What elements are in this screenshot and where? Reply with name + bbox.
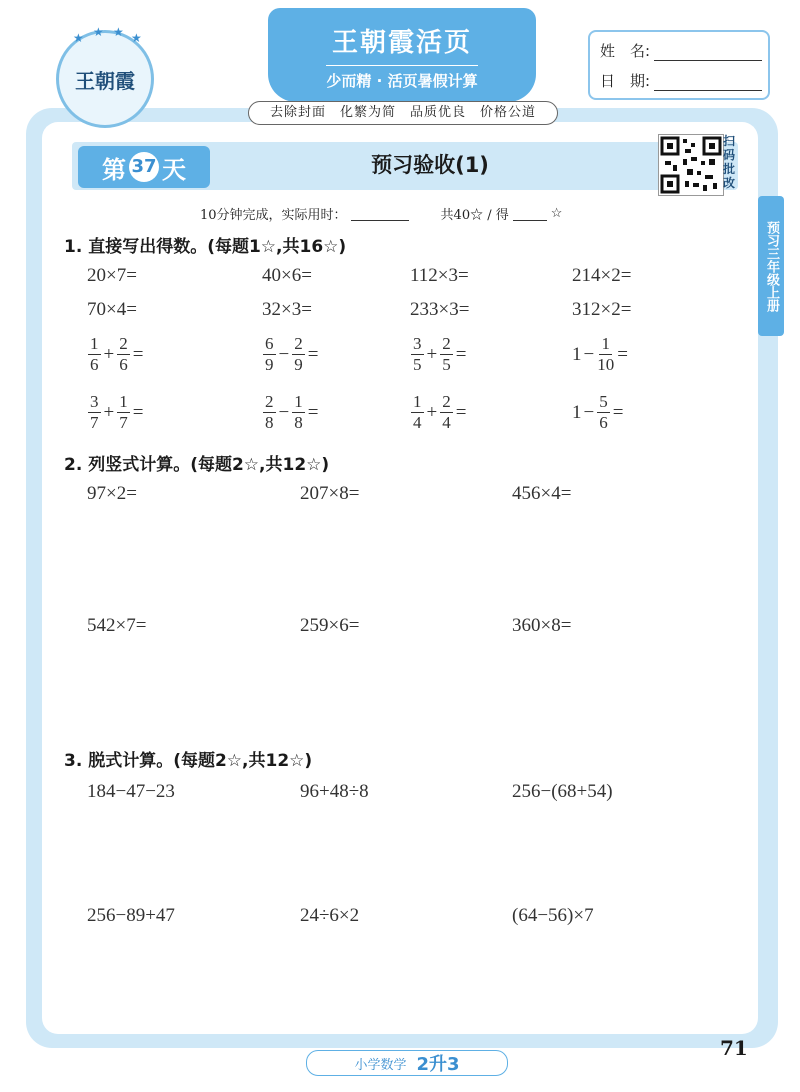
brand-title: 王朝霞活页 xyxy=(331,28,472,58)
operator: − xyxy=(583,401,595,423)
denominator: 6 xyxy=(599,413,608,432)
name-blank[interactable] xyxy=(654,44,762,61)
denominator: 5 xyxy=(413,355,422,374)
q2-expr: 207×8= xyxy=(300,483,360,504)
q1-expr: 112×3= xyxy=(410,265,469,286)
day-prefix: 第 xyxy=(102,155,126,184)
q2-expr: 542×7= xyxy=(87,615,147,636)
numerator: 6 xyxy=(265,334,274,353)
q3-expr: 24÷6×2 xyxy=(300,905,360,926)
numerator: 2 xyxy=(119,334,128,353)
q2-expr: 456×4= xyxy=(512,483,572,504)
fraction xyxy=(292,392,305,433)
q1-expr: 70×4= xyxy=(87,299,137,320)
denominator: 5 xyxy=(442,355,451,374)
fraction xyxy=(117,334,130,375)
q1-fraction-expr xyxy=(572,392,625,433)
equals-sign: = xyxy=(132,343,144,365)
q1-expr: 214×2= xyxy=(572,265,632,286)
time-blank[interactable] xyxy=(351,206,409,221)
fraction xyxy=(597,392,610,433)
logo-text: 王朝霞 xyxy=(75,68,135,93)
denominator: 9 xyxy=(265,355,274,374)
star-icon: ★ xyxy=(73,31,84,45)
q3-expr: 184−47−23 xyxy=(87,781,175,802)
star-icon: ★ xyxy=(113,25,124,39)
star-icon: ★ xyxy=(93,25,104,39)
q1-fraction-expr xyxy=(87,392,145,433)
numerator: 3 xyxy=(90,392,99,411)
numerator: 1 xyxy=(119,392,128,411)
fraction xyxy=(411,334,424,375)
operator: + xyxy=(103,343,115,365)
time-score-line xyxy=(200,204,562,223)
whole-number: 1 xyxy=(572,401,582,423)
q1-fraction-expr xyxy=(410,334,468,375)
qr-label: 扫码批改 xyxy=(723,134,736,190)
slogan-banner: 去除封面 化繁为简 品质优良 价格公道 xyxy=(248,101,558,125)
q3-expr: 256−(68+54) xyxy=(512,781,613,802)
q3-expr: (64−56)×7 xyxy=(512,905,594,926)
denominator: 9 xyxy=(294,355,303,374)
equals-sign: = xyxy=(617,343,628,365)
star-icon: ★ xyxy=(131,31,142,45)
q1-fraction-expr xyxy=(410,392,468,433)
fraction xyxy=(263,392,276,433)
numerator: 3 xyxy=(413,334,422,353)
equals-sign: = xyxy=(612,401,624,423)
q2-title: 2. 列竖式计算。(每题2☆,共12☆) xyxy=(64,455,330,475)
denominator: 4 xyxy=(413,413,422,432)
q1-expr: 32×3= xyxy=(262,299,312,320)
numerator: 5 xyxy=(599,392,608,411)
brand-banner xyxy=(268,8,536,102)
numerator: 2 xyxy=(294,334,303,353)
qr-code-icon[interactable] xyxy=(658,134,724,196)
numerator: 2 xyxy=(442,392,451,411)
denominator: 4 xyxy=(442,413,451,432)
footer-banner xyxy=(306,1050,508,1076)
equals-sign: = xyxy=(455,343,467,365)
fraction xyxy=(440,334,453,375)
numerator: 1 xyxy=(601,334,610,353)
section-title: 预习验收(1) xyxy=(371,153,489,177)
numerator: 1 xyxy=(90,334,99,353)
q1-fraction-expr xyxy=(262,392,320,433)
equals-sign: = xyxy=(307,401,319,423)
denominator: 10 xyxy=(597,355,615,374)
page-content-area xyxy=(42,122,758,1034)
operator: − xyxy=(583,343,595,365)
q2-expr: 97×2= xyxy=(87,483,137,504)
date-label: 日 期: xyxy=(600,72,651,90)
denominator: 6 xyxy=(119,355,128,374)
fraction xyxy=(88,334,101,375)
fraction xyxy=(117,392,130,433)
equals-sign: = xyxy=(455,401,467,423)
denominator: 8 xyxy=(294,413,303,432)
numerator: 1 xyxy=(413,392,422,411)
q1-expr: 40×6= xyxy=(262,265,312,286)
fraction xyxy=(411,392,424,433)
denominator: 8 xyxy=(265,413,274,432)
numerator: 1 xyxy=(294,392,303,411)
q1-expr: 312×2= xyxy=(572,299,632,320)
score-text: 共40☆ / 得 xyxy=(440,208,509,223)
q2-expr: 360×8= xyxy=(512,615,572,636)
numerator: 2 xyxy=(265,392,274,411)
q1-fraction-expr xyxy=(262,334,320,375)
name-label: 姓 名: xyxy=(600,42,651,60)
score-star: ☆ xyxy=(550,206,563,221)
q3-expr: 96+48÷8 xyxy=(300,781,369,802)
denominator: 7 xyxy=(119,413,128,432)
operator: + xyxy=(426,401,438,423)
date-field[interactable] xyxy=(600,70,762,91)
brand-subtitle: 少而精 · 活页暑假计算 xyxy=(326,65,477,91)
footer-grade: 2升3 xyxy=(416,1054,460,1075)
brand-logo xyxy=(56,25,154,128)
denominator: 6 xyxy=(90,355,99,374)
date-blank[interactable] xyxy=(654,74,762,91)
operator: + xyxy=(103,401,115,423)
page-number: 71 xyxy=(720,1036,748,1060)
footer-subject: 小学数学 xyxy=(354,1057,407,1073)
whole-number: 1 xyxy=(572,343,582,365)
time-text: 10分钟完成，实际用时： xyxy=(200,208,347,223)
operator: + xyxy=(426,343,438,365)
day-badge xyxy=(78,146,210,188)
q1-fraction-expr xyxy=(87,334,145,375)
numerator: 2 xyxy=(442,334,451,353)
q1-fraction-expr xyxy=(572,334,630,375)
fraction xyxy=(263,334,276,375)
fraction xyxy=(597,334,614,375)
fraction xyxy=(88,392,101,433)
q3-expr: 256−89+47 xyxy=(87,905,175,926)
denominator: 7 xyxy=(90,413,99,432)
side-tab: 预习三年级上册 xyxy=(758,196,784,336)
name-field[interactable] xyxy=(600,40,762,61)
day-number: 37 xyxy=(129,152,159,182)
student-info-box xyxy=(588,30,770,100)
score-blank[interactable] xyxy=(513,206,547,221)
day-suffix: 天 xyxy=(162,155,186,184)
fraction xyxy=(440,392,453,433)
q3-title: 3. 脱式计算。(每题2☆,共12☆) xyxy=(64,751,313,771)
q1-expr: 233×3= xyxy=(410,299,470,320)
q1-title: 1. 直接写出得数。(每题1☆,共16☆) xyxy=(64,237,347,257)
q2-expr: 259×6= xyxy=(300,615,360,636)
q1-expr: 20×7= xyxy=(87,265,137,286)
equals-sign: = xyxy=(132,401,144,423)
operator: − xyxy=(278,401,290,423)
fraction xyxy=(292,334,305,375)
equals-sign: = xyxy=(307,343,319,365)
operator: − xyxy=(278,343,290,365)
